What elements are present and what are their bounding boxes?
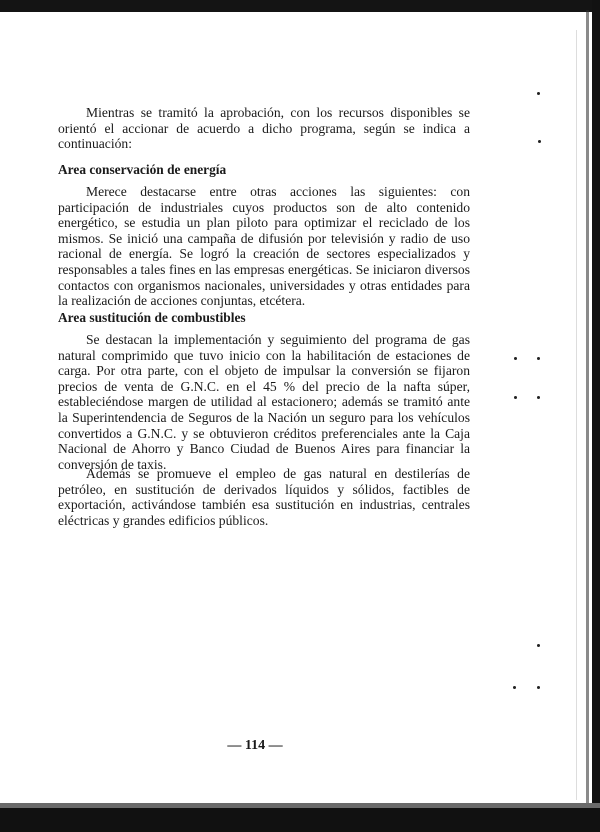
energy-paragraph-block [58, 184, 470, 309]
scan-speck [513, 686, 516, 689]
page-edge-line [576, 30, 577, 800]
scan-speck [538, 140, 541, 143]
page-number: — 114 — [227, 738, 283, 753]
scan-speck [537, 92, 540, 95]
scan-speck [537, 396, 540, 399]
scan-speck [514, 396, 517, 399]
intro-paragraph-block [58, 105, 470, 152]
section-heading-energy: Area conservación de energía [58, 162, 227, 177]
scan-border-bottom [0, 808, 600, 832]
fuel-paragraph-2: Además se promueve el empleo de gas natural en destilerías de petróleo, en sustitución de derivados líquidos y sólidos, factibles de exportación, activándose también esa sustitución en industrias, centrales eléctricas y grandes edificios públicos. [58, 466, 470, 528]
scan-speck [537, 357, 540, 360]
scan-speck [537, 644, 540, 647]
scan-speck [537, 686, 540, 689]
fuel-paragraph-1: Se destacan la implementación y seguimiento del programa de gas natural comprimido que tuvo inicio con la habilitación de estaciones de carga. Por otra parte, con el objeto de impulsar la conversión se fijaron precios de venta de G.N.C. en el 45 % del precio de la nafta súper, estableciéndose margen de utilidad al estacionero; además se tramitó ante la Superintendencia de Seguros de la Nación un seguro para los vehículos convertidos a G.N.C. y se obtuvieron créditos preferenciales ante la Caja Nacional de Ahorro y Banco Ciudad de Buenos Aires para financiar la conversión de taxis. [58, 332, 470, 472]
intro-paragraph: Mientras se tramitó la aprobación, con los recursos disponibles se orientó el accionar de acuerdo a dicho programa, según se indica a continuación: [58, 105, 470, 152]
fuel-paragraph-block-2 [58, 466, 470, 528]
energy-paragraph: Merece destacarse entre otras acciones las siguientes: con participación de industriales cuyos productos son de alto contenido energético, se estudia un plan piloto para optimizar el reciclado de los mismos. Se inició una campaña de difusión por televisión y radio de uso racional de energía. Se logró la creación de sectores especializados y responsables a tales fines en las empresas energéticas. Se iniciaron diversos contactos con organismos nacionales, universidades y otras entidades para la realización de acciones conjuntas, etcétera. [58, 184, 470, 309]
section-heading-fuel: Area sustitución de combustibles [58, 310, 246, 325]
scan-border-top [0, 0, 600, 12]
page-edge-shadow [586, 10, 589, 808]
scan-border-right [592, 0, 600, 832]
scan-speck [514, 357, 517, 360]
fuel-paragraph-block-1 [58, 332, 470, 472]
